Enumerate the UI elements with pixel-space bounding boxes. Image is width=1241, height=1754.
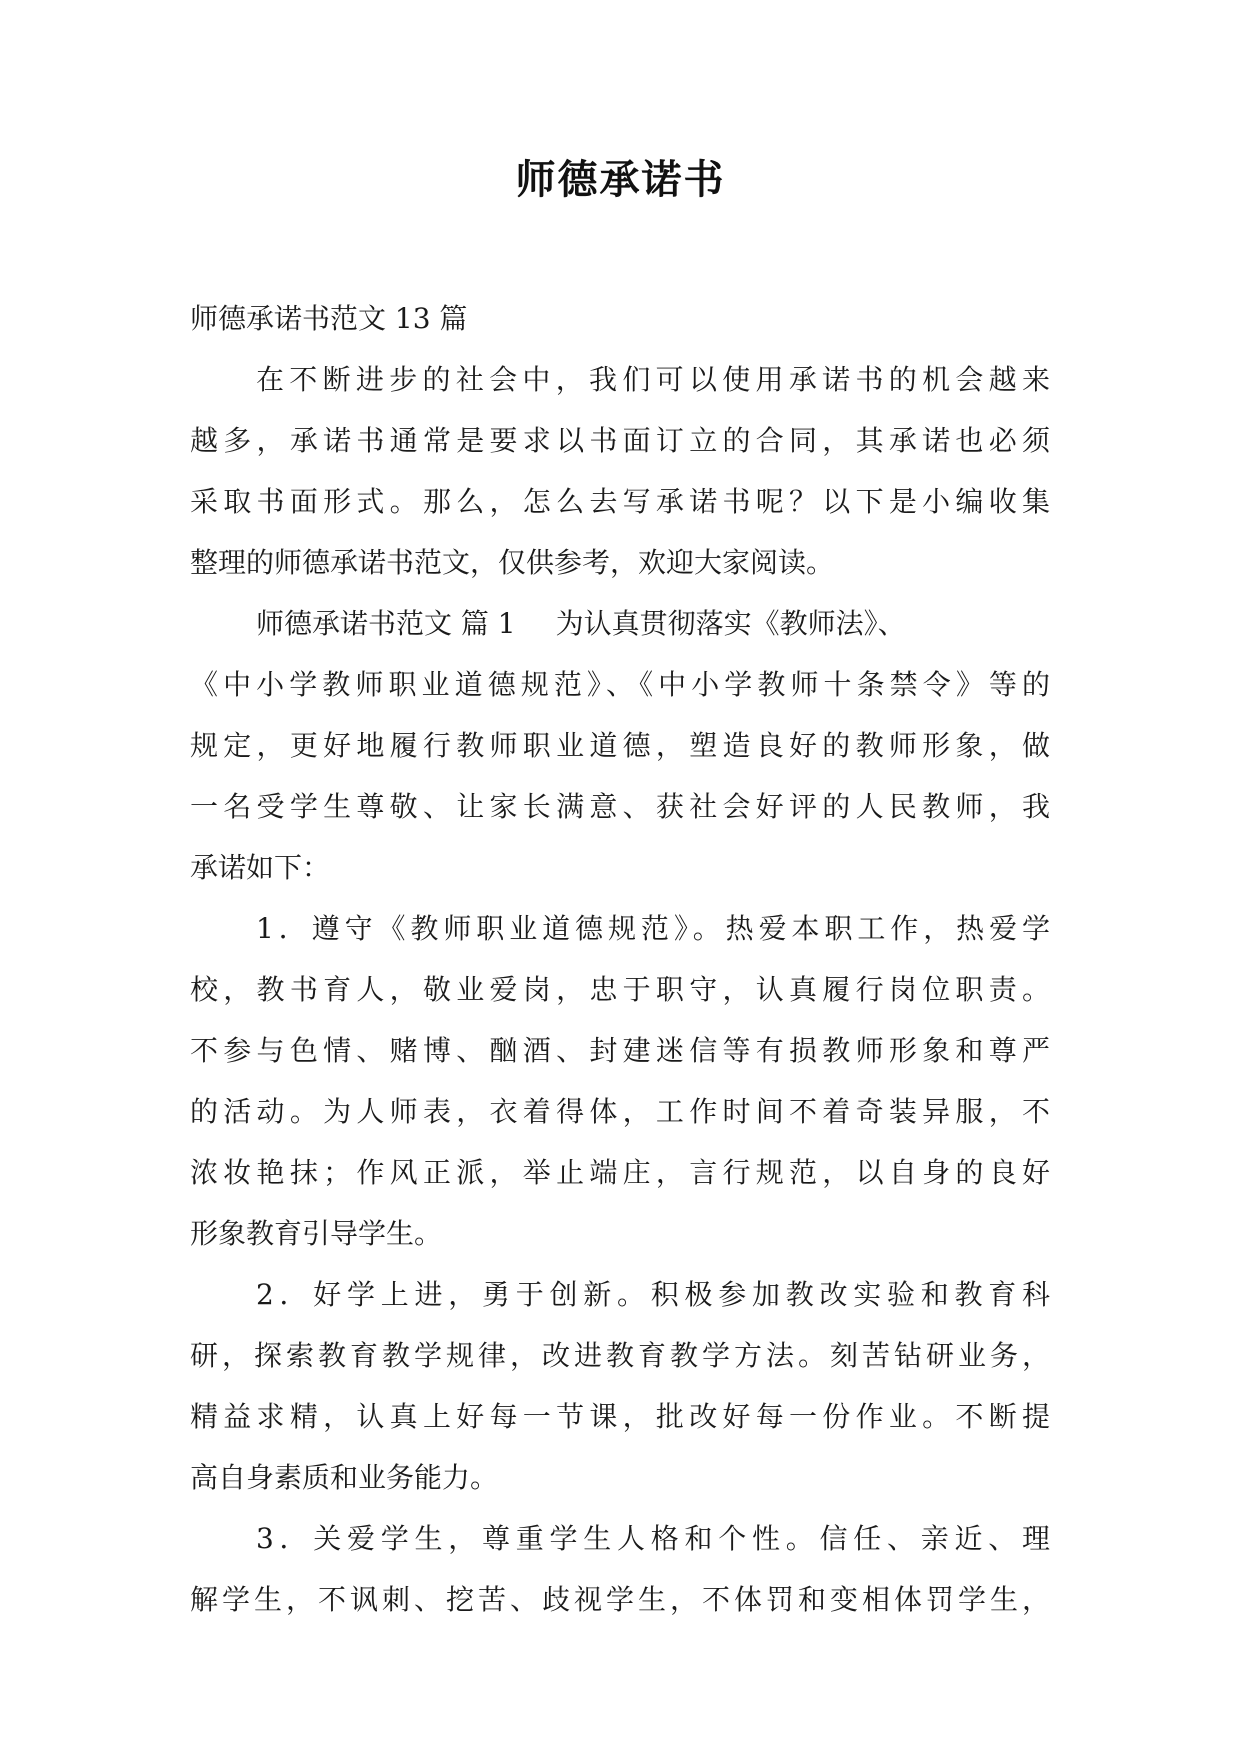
paragraph-line: 整理的师德承诺书范文，仅供参考，欢迎大家阅读。 [190, 546, 835, 579]
section-heading: 师德承诺书范文 篇 1 [256, 607, 516, 640]
document-title: 师德承诺书 [515, 157, 726, 203]
paragraph-text: 为认真贯彻落实《教师法》、 [555, 607, 906, 640]
paragraph-line: 解学生，不讽刺、挖苦、歧视学生，不体罚和变相体罚学生， [190, 1583, 1050, 1616]
paragraph-line: 采取书面形式。那么，怎么去写承诺书呢？以下是小编收集 [190, 485, 1050, 518]
paragraph-line: 浓妆艳抹；作风正派，举止端庄，言行规范，以自身的良好 [190, 1156, 1050, 1189]
document-body [190, 288, 1050, 1630]
paragraph-line: 越多，承诺书通常是要求以书面订立的合同，其承诺也必须 [190, 424, 1050, 457]
paragraph-line: 的活动。为人师表，衣着得体，工作时间不着奇装异服，不 [190, 1095, 1050, 1128]
subtitle-line: 师德承诺书范文 13 篇 [190, 302, 468, 335]
list-item-line: 3．关爱学生，尊重学生人格和个性。信任、亲近、理 [256, 1522, 1050, 1555]
paragraph-line: 研，探索教育教学规律，改进教育教学方法。刻苦钻研业务， [190, 1339, 1050, 1372]
section-heading-line [190, 593, 1050, 654]
paragraph-line: 规定，更好地履行教师职业道德，塑造良好的教师形象，做 [190, 729, 1050, 762]
list-item-line: 2．好学上进，勇于创新。积极参加教改实验和教育科 [256, 1278, 1050, 1311]
paragraph-line: 一名受学生尊敬、让家长满意、获社会好评的人民教师，我 [190, 790, 1050, 823]
paragraph-line: 精益求精，认真上好每一节课，批改好每一份作业。不断提 [190, 1400, 1050, 1433]
paragraph-line: 形象教育引导学生。 [190, 1217, 443, 1250]
paragraph-line: 承诺如下： [190, 851, 331, 884]
list-item-line: 1．遵守《教师职业道德规范》。热爱本职工作，热爱学 [256, 912, 1050, 945]
paragraph-line: 在不断进步的社会中，我们可以使用承诺书的机会越来 [256, 363, 1050, 396]
paragraph-line: 高自身素质和业务能力。 [190, 1461, 499, 1494]
paragraph-line: 校，教书育人，敬业爱岗，忠于职守，认真履行岗位职责。 [190, 973, 1050, 1006]
paragraph-line: 不参与色情、赌博、酗酒、封建迷信等有损教师形象和尊严 [190, 1034, 1050, 1067]
paragraph-line: 《中小学教师职业道德规范》、《中小学教师十条禁令》等的 [190, 668, 1050, 701]
